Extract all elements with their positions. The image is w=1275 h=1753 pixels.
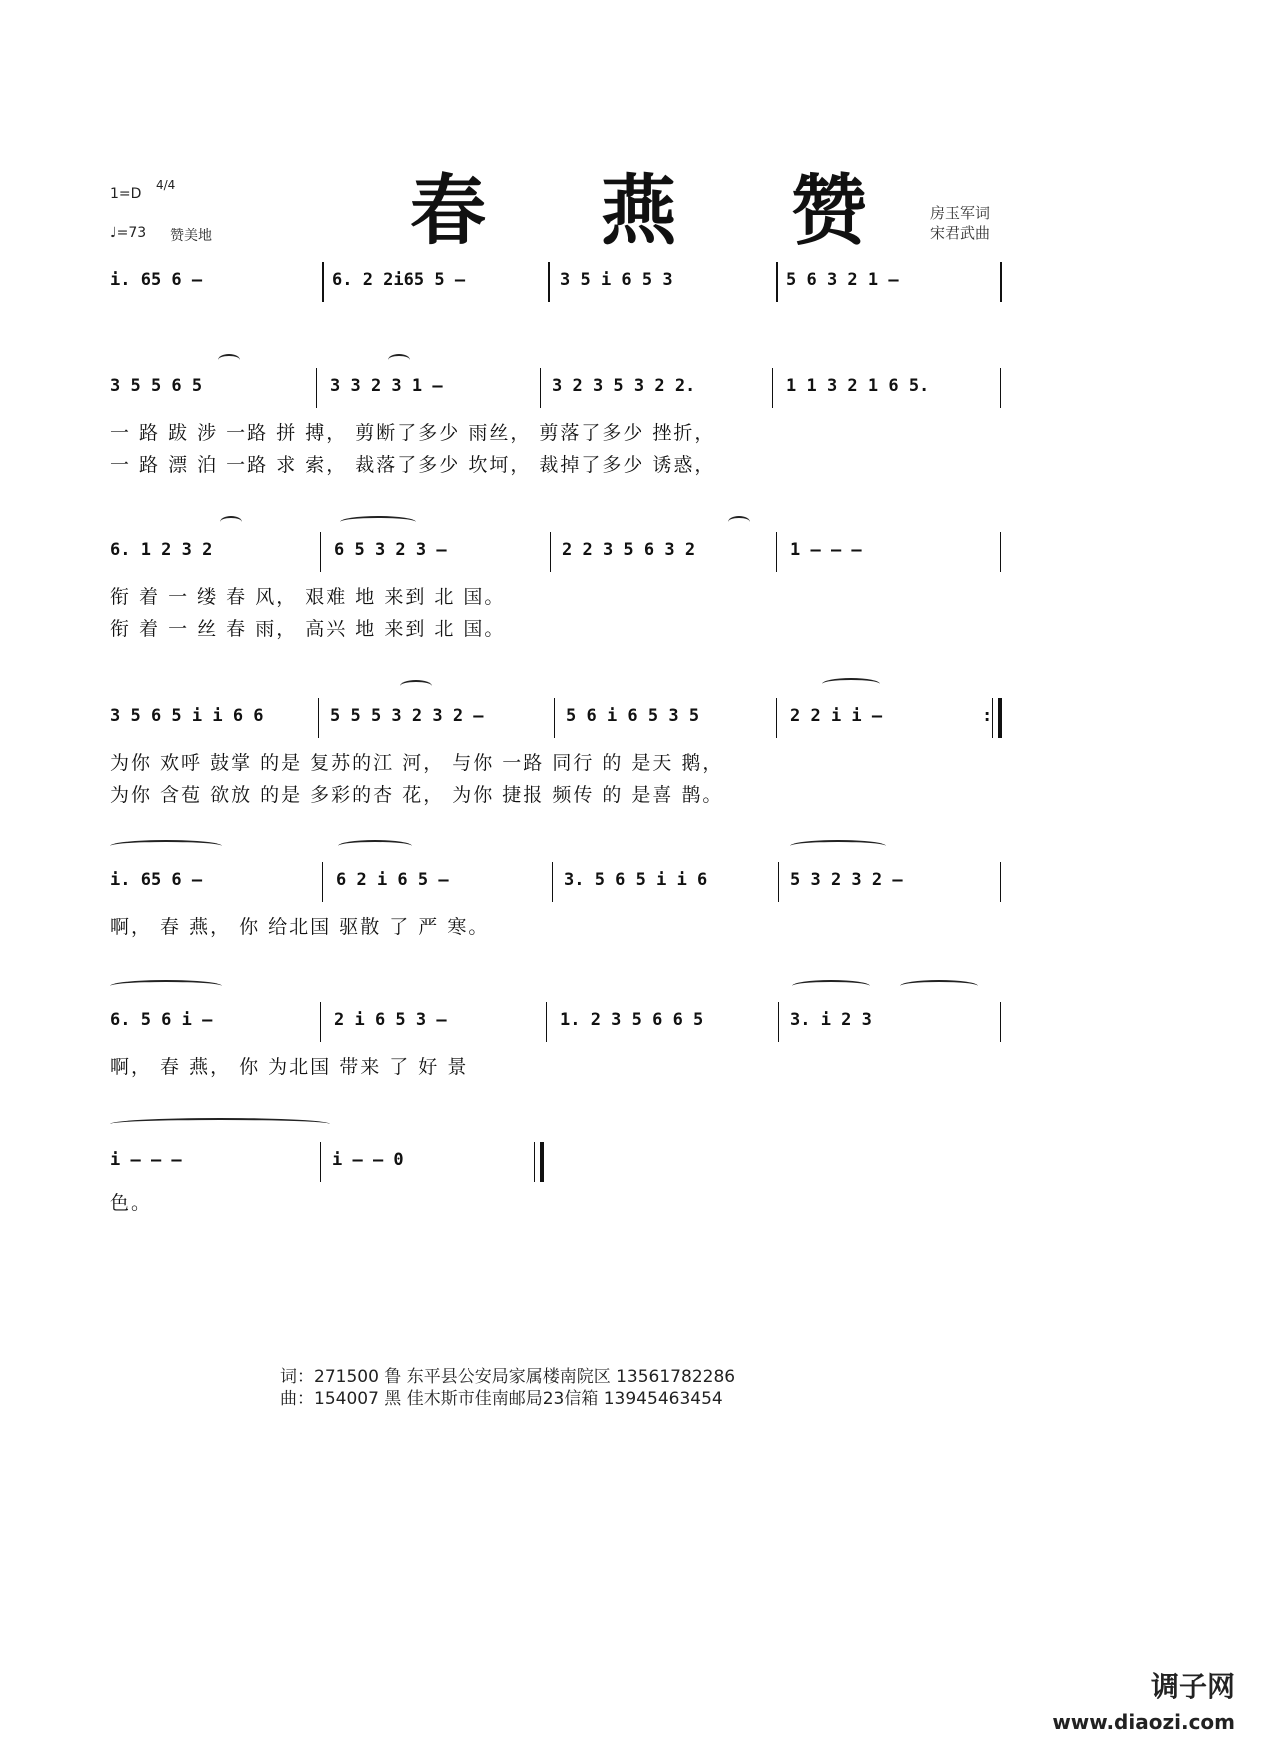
lyric-line-2: 为你 含苞 欲放 的是 多彩的杏 花， 为你 捷报 频传 的 是喜 鹊。: [110, 784, 724, 806]
footer-lyricist-contact: 词：271500 鲁 东平县公安局家属楼南院区 13561782286: [280, 1367, 736, 1387]
slur: [900, 980, 978, 992]
bar-line: [776, 262, 778, 302]
bar-line: [1000, 368, 1001, 408]
measure: 6 5 3 2 3 –: [334, 540, 447, 560]
expression-marking: 赞美地: [170, 228, 212, 244]
key-signature: 1=D: [110, 186, 142, 202]
measure: 5 3 2 3 2 –: [790, 870, 903, 890]
watermark-site-url: www.diaozi.com: [1052, 1710, 1235, 1734]
slur: [220, 516, 242, 528]
measure: i – – 0: [332, 1150, 404, 1170]
staff-row-1: [110, 266, 1130, 326]
bar-line: [316, 368, 317, 408]
measure: i. 65 6 –: [110, 870, 203, 890]
measure: 2 2 i i –: [790, 706, 883, 726]
measure: 5 5 5 3 2 3 2 –: [330, 706, 484, 726]
staff-row-5: [110, 866, 1130, 938]
bar-line: [540, 368, 541, 408]
measure: 3 3 2 3 1 –: [330, 376, 443, 396]
bar-line: [318, 698, 319, 738]
slur: [792, 980, 870, 992]
lyric-line-1: 为你 欢呼 鼓掌 的是 复苏的江 河， 与你 一路 同行 的 是天 鹅，: [110, 752, 724, 774]
measure: 3 5 i 6 5 3: [560, 270, 673, 290]
measure: 1 – – –: [790, 540, 862, 560]
measure: i. 65 6 –: [110, 270, 203, 290]
staff-row-7: [110, 1146, 1130, 1214]
lyric-line-1: 啊， 春 燕， 你 为北国 带来 了 好 景: [110, 1056, 469, 1078]
time-signature: 4/4: [156, 178, 176, 192]
measure: 1. 2 3 5 6 6 5: [560, 1010, 704, 1030]
measure: 3. 5 6 5 i i 6: [564, 870, 708, 890]
slur: [218, 354, 240, 366]
staff-row-6: [110, 1006, 1130, 1078]
staff-row-3: [110, 536, 1130, 640]
measure: 5 6 i 6 5 3 5: [566, 706, 700, 726]
bar-line: [1000, 262, 1002, 302]
slur: [728, 516, 750, 528]
measure: i – – –: [110, 1150, 182, 1170]
staff-row-4: [110, 702, 1130, 806]
measure: 3 5 6 5 i i 6 6: [110, 706, 264, 726]
bar-line: [554, 698, 555, 738]
bar-line: [776, 532, 777, 572]
bar-line: [1000, 862, 1001, 902]
measure: 3 5 5 6 5: [110, 376, 203, 396]
slur: [400, 680, 432, 692]
bar-line: [776, 698, 777, 738]
watermark-site-name: 调子网: [1150, 1670, 1235, 1703]
composer-credit: 宋君武曲: [930, 224, 991, 242]
bar-line: [320, 1142, 321, 1182]
bar-line: [322, 262, 324, 302]
lyric-line-1: 色。: [110, 1192, 153, 1214]
lyric-line-1: 衔 着 一 缕 春 风， 艰难 地 来到 北 国。: [110, 586, 506, 608]
repeat-bar: [998, 698, 1002, 738]
bar-line: [1000, 532, 1001, 572]
bar-line: [1000, 1002, 1001, 1042]
lyricist-credit: 房玉军词: [930, 204, 991, 222]
slur: [822, 678, 880, 690]
slur: [790, 840, 886, 852]
slur: [110, 980, 222, 992]
slur: [338, 840, 412, 852]
measure: 6. 2 2i65 5 –: [332, 270, 466, 290]
measure: 2 i 6 5 3 –: [334, 1010, 447, 1030]
bar-line: [992, 698, 993, 738]
repeat-dots: :: [982, 706, 993, 726]
lyric-line-1: 啊， 春 燕， 你 给北国 驱散 了 严 寒。: [110, 916, 490, 938]
slur: [110, 840, 222, 852]
footer-composer-contact: 曲：154007 黑 佳木斯市佳南邮局23信箱 13945463454: [280, 1389, 723, 1409]
slur: [110, 1118, 330, 1130]
tempo-marking: ♩=73: [110, 225, 147, 241]
measure: 1 1 3 2 1 6 5.: [786, 376, 930, 396]
bar-line: [320, 532, 321, 572]
song-title: 春 燕 赞: [410, 166, 911, 255]
bar-line: [772, 368, 773, 408]
lyric-line-1: 一 路 跋 涉 一路 拼 搏， 剪断了多少 雨丝， 剪落了多少 挫折，: [110, 422, 716, 444]
bar-line: [322, 862, 323, 902]
bar-line: [320, 1002, 321, 1042]
measure: 3. i 2 3: [790, 1010, 872, 1030]
bar-line: [550, 532, 551, 572]
final-bar: [540, 1142, 544, 1182]
measure: 3 2 3 5 3 2 2.: [552, 376, 696, 396]
measure: 5 6 3 2 1 –: [786, 270, 899, 290]
measure: 6. 1 2 3 2: [110, 540, 213, 560]
staff-row-2: [110, 372, 1130, 476]
measure: 2 2 3 5 6 3 2: [562, 540, 696, 560]
bar-line: [552, 862, 553, 902]
bar-line: [534, 1142, 535, 1182]
measure: 6. 5 6 i –: [110, 1010, 213, 1030]
measure: 6 2 i 6 5 –: [336, 870, 449, 890]
slur: [388, 354, 410, 366]
slur: [340, 516, 416, 528]
bar-line: [546, 1002, 547, 1042]
bar-line: [778, 1002, 779, 1042]
bar-line: [548, 262, 550, 302]
lyric-line-2: 衔 着 一 丝 春 雨， 高兴 地 来到 北 国。: [110, 618, 506, 640]
bar-line: [778, 862, 779, 902]
lyric-line-2: 一 路 漂 泊 一路 求 索， 裁落了多少 坎坷， 裁掉了多少 诱惑，: [110, 454, 716, 476]
